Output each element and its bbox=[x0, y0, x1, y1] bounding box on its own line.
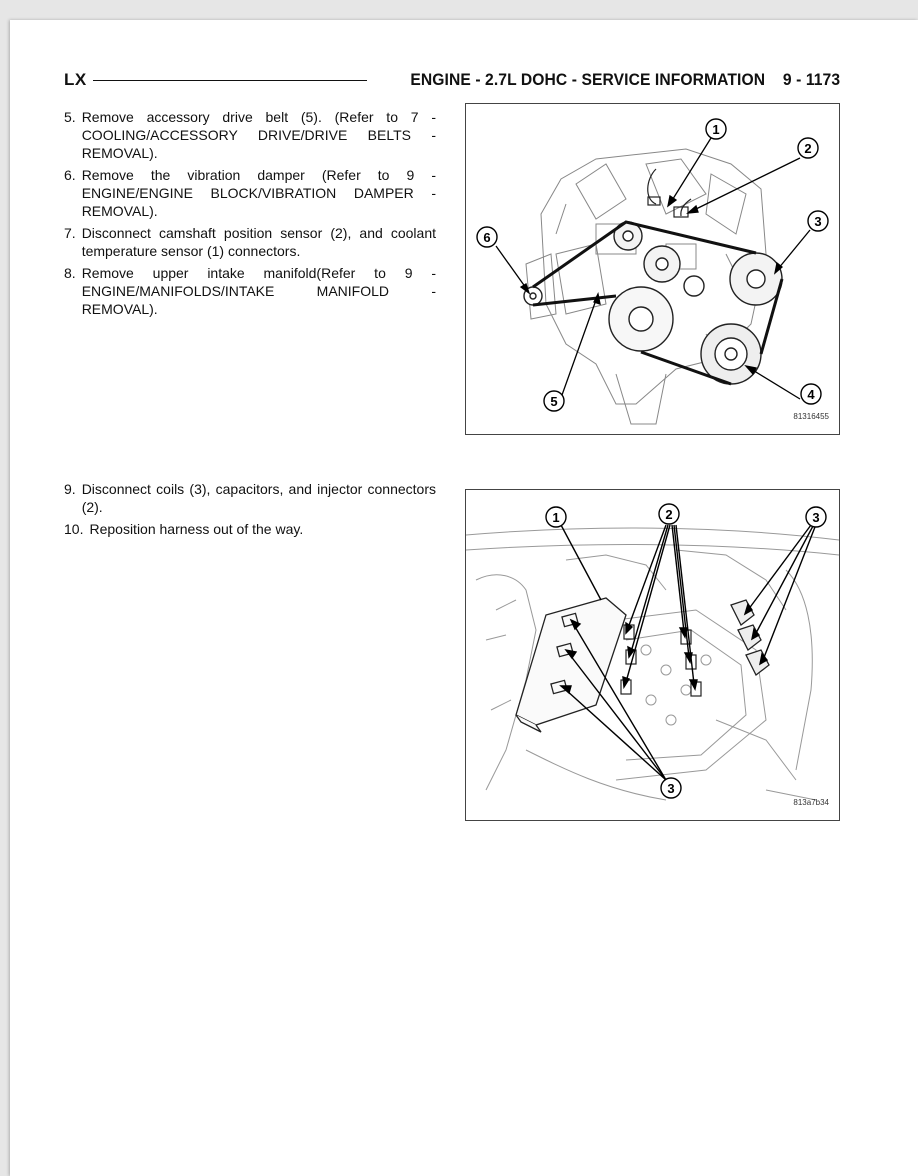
callout-label: 3 bbox=[667, 781, 675, 796]
step-number: 10. bbox=[64, 521, 84, 537]
step-text: Remove accessory drive belt (5). (Refer to 7 - COOLING/ACCESSORY DRIVE/DRIVE BELTS - REMOVAL). bbox=[81, 109, 436, 161]
step-text: Disconnect camshaft position sensor (2), and coolant temperature sensor (1) connectors. bbox=[81, 225, 436, 259]
callout-label: 5 bbox=[550, 394, 558, 409]
figure-id: 81316455 bbox=[793, 412, 829, 421]
procedure-steps-group-2 bbox=[64, 480, 436, 542]
figure-id: 813a7b34 bbox=[793, 798, 829, 807]
callout-label: 1 bbox=[712, 122, 720, 137]
figure-coil-harness bbox=[465, 489, 840, 821]
step-number: 8. bbox=[64, 265, 76, 281]
step-number: 9. bbox=[64, 481, 76, 497]
callout-label: 2 bbox=[804, 141, 812, 156]
step-number: 7. bbox=[64, 225, 76, 241]
callout-label: 2 bbox=[665, 507, 673, 522]
figure-accessory-drive-belt bbox=[465, 103, 840, 435]
page-header bbox=[64, 68, 840, 92]
procedure-step bbox=[64, 264, 436, 318]
engine-front-drawing bbox=[466, 104, 839, 434]
procedure-step bbox=[64, 108, 436, 162]
callout-label: 3 bbox=[812, 510, 820, 525]
manual-page bbox=[10, 20, 918, 1176]
step-number: 5. bbox=[64, 109, 76, 125]
procedure-step bbox=[64, 480, 436, 516]
header-rule bbox=[93, 80, 367, 81]
engine-top-drawing bbox=[466, 490, 839, 820]
procedure-step bbox=[64, 224, 436, 260]
callout-label: 3 bbox=[814, 214, 822, 229]
callout-label: 4 bbox=[807, 387, 815, 402]
procedure-step bbox=[64, 520, 436, 538]
procedure-steps-group-1 bbox=[64, 108, 436, 322]
step-text: Reposition harness out of the way. bbox=[89, 521, 304, 537]
step-text: Remove the vibration damper (Refer to 9 - ENGINE/ENGINE BLOCK/VIBRATION DAMPER - REMOVAL). bbox=[81, 167, 436, 219]
header-model: LX bbox=[64, 70, 87, 89]
step-text: Remove upper intake manifold(Refer to 9 - ENGINE/MANIFOLDS/INTAKE MANIFOLD - REMOVAL). bbox=[81, 265, 436, 317]
callout-label: 1 bbox=[552, 510, 560, 525]
callout-label: 6 bbox=[483, 230, 491, 245]
header-section-title: ENGINE - 2.7L DOHC - SERVICE INFORMATION 9 - 1173 bbox=[410, 70, 840, 89]
procedure-step bbox=[64, 166, 436, 220]
step-text: Disconnect coils (3), capacitors, and injector connectors (2). bbox=[81, 481, 436, 515]
step-number: 6. bbox=[64, 167, 76, 183]
